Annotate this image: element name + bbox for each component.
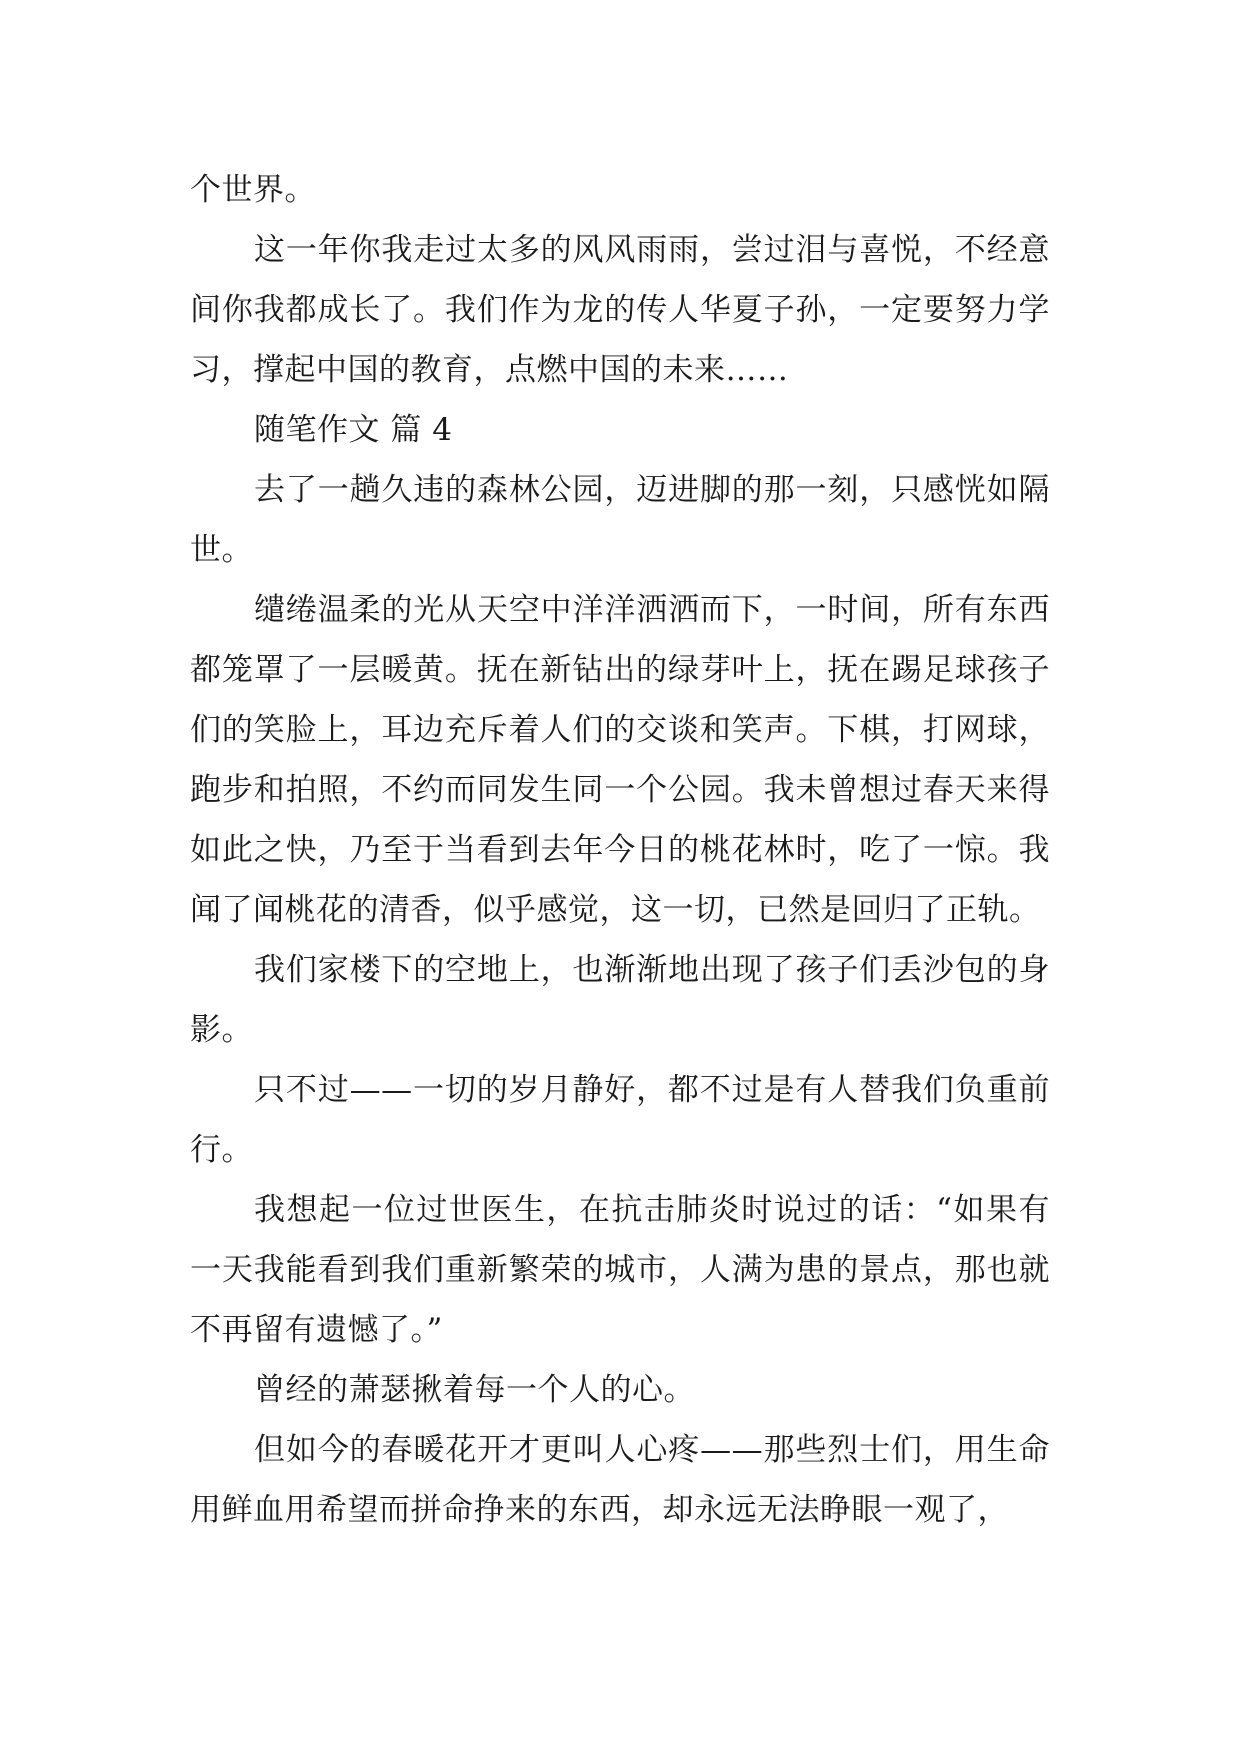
body-text [190, 160, 1050, 1540]
paragraph-forest-park: 去了一趟久违的森林公园，迈进脚的那一刻，只感恍如隔世。 [190, 472, 1050, 568]
paragraph-doctor-quote: 我想起一位过世医生，在抗击肺炎时说过的话：“如果有一天我能看到我们重新繁荣的城市，人满为患的景点，那也就不再留有遗憾了。” [190, 1192, 1050, 1348]
paragraph-desolation: 曾经的萧瑟揪着每一个人的心。 [254, 1372, 695, 1408]
paragraph-martyrs: 但如今的春暖花开才更叫人心疼——那些烈士们，用生命用鲜血用希望而拼命挣来的东西，却永远无法睁眼一观了， [190, 1432, 1050, 1528]
paragraph-burden: 只不过——一切的岁月静好，都不过是有人替我们负重前行。 [190, 1072, 1050, 1168]
section-heading: 随笔作文 篇 4 [254, 412, 453, 448]
paragraph-spring-light: 缱绻温柔的光从天空中洋洋洒洒而下，一时间，所有东西都笼罩了一层暖黄。抚在新钻出的绿芽叶上，抚在踢足球孩子们的笑脸上，耳边充斥着人们的交谈和笑声。下棋，打网球，跑步和拍照，不约而同发生同一个公园。我未曾想过春天来得如此之快，乃至于当看到去年今日的桃花林时，吃了一惊。我闻了闻桃花的清香，似乎感觉，这一切，已然是回归了正轨。 [190, 592, 1050, 928]
paragraph-growth: 这一年你我走过太多的风风雨雨，尝过泪与喜悦，不经意间你我都成长了。我们作为龙的传人华夏子孙，一定要努力学习，撑起中国的教育，点燃中国的未来…… [190, 232, 1050, 388]
paragraph-continuation: 个世界。 [190, 172, 316, 208]
paragraph-children: 我们家楼下的空地上，也渐渐地出现了孩子们丢沙包的身影。 [190, 952, 1050, 1048]
